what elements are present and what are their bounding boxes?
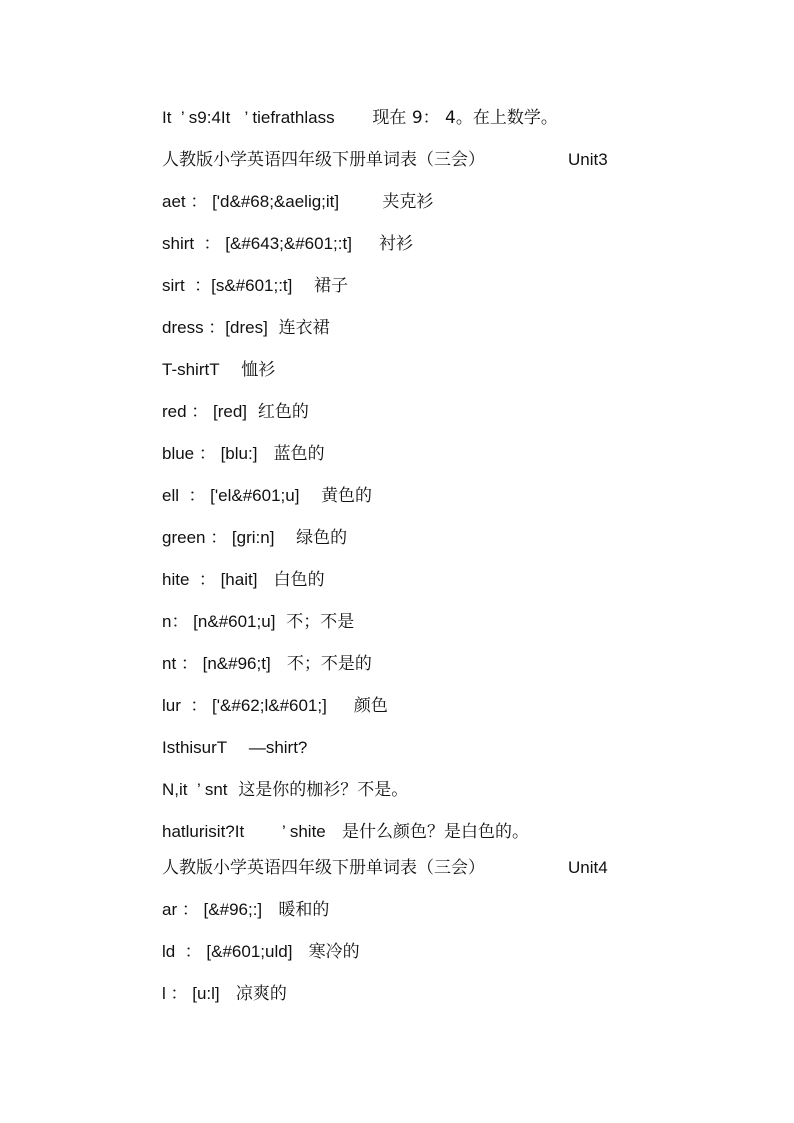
meaning: 凉爽的	[235, 984, 287, 1004]
meaning: 衬衫	[378, 234, 413, 254]
word-phonetic: hite ： [hait]	[162, 570, 258, 589]
word-phonetic: dress ：[dres]	[162, 318, 268, 337]
spacing	[257, 444, 273, 464]
unit-label: Unit3	[568, 150, 608, 169]
vocab-line	[162, 356, 762, 384]
meaning: 恤衫	[241, 360, 276, 380]
chinese-text: 这是你的枷衫？不是。	[238, 780, 409, 800]
word-phonetic: sirt ：[s&#601;:t]	[162, 276, 293, 295]
spacing	[275, 612, 286, 632]
section-heading	[162, 146, 762, 174]
vocab-line	[162, 314, 762, 342]
meaning: 裙子	[314, 276, 349, 296]
word-phonetic: nt ： [n&#96;t]	[162, 654, 271, 673]
meaning: 不；不是	[286, 612, 355, 632]
vocab-line	[162, 938, 762, 966]
spacing	[292, 942, 308, 962]
meaning: 不；不是的	[286, 654, 372, 674]
spacing	[257, 570, 273, 590]
english-text: hatlurisit?It ’ shite	[162, 822, 326, 841]
spacing	[326, 822, 342, 842]
spacing	[227, 738, 249, 758]
word-phonetic: shirt ： [&#643;&#601;:t]	[162, 234, 352, 253]
meaning: 白色的	[273, 570, 325, 590]
word-phonetic: green ： [gri:n]	[162, 528, 275, 547]
word-phonetic: blue ： [blu:]	[162, 444, 258, 463]
meaning: 红色的	[257, 402, 309, 422]
vocab-line	[162, 482, 762, 510]
spacing	[268, 318, 279, 338]
vocab-line	[162, 230, 762, 258]
word-phonetic: T-shirtT	[162, 360, 220, 379]
english-text: It ’ s9:4It ’ tiefrathlass	[162, 108, 335, 127]
spacing	[274, 528, 296, 548]
word-phonetic: ell ： ['el&#601;u]	[162, 486, 300, 505]
english-text: —shirt?	[248, 738, 308, 757]
spacing	[271, 654, 287, 674]
spacing	[228, 780, 239, 800]
word-phonetic: ld ： [&#601;uld]	[162, 942, 293, 961]
english-text: IsthisurT	[162, 738, 228, 757]
sentence-line	[162, 818, 762, 846]
sentence-line	[162, 734, 762, 762]
vocab-line	[162, 650, 762, 678]
vocab-line	[162, 608, 762, 636]
vocab-line	[162, 440, 762, 468]
spacing	[339, 192, 382, 212]
english-text: N,it ’ snt	[162, 780, 228, 799]
spacing	[220, 984, 236, 1004]
meaning: 蓝色的	[273, 444, 325, 464]
vocab-line	[162, 692, 762, 720]
word-phonetic: n： [n&#601;u]	[162, 612, 276, 631]
heading-text: 人教版小学英语四年级下册单词表（三会）	[162, 858, 485, 878]
spacing	[247, 402, 258, 422]
word-phonetic: red ： [red]	[162, 402, 248, 421]
spacing	[292, 276, 314, 296]
spacing	[299, 486, 321, 506]
word-phonetic: l ： [u:l]	[162, 984, 220, 1003]
vocab-line	[162, 188, 762, 216]
unit-label: Unit4	[568, 858, 608, 877]
sentence-line	[162, 776, 762, 804]
section-heading	[162, 854, 762, 882]
chinese-text: 是什么颜色？是白色的。	[342, 822, 529, 842]
spacing	[352, 234, 379, 254]
text-line	[162, 104, 762, 132]
chinese-text: 现在 9： 4。在上数学。	[372, 108, 558, 128]
vocab-line	[162, 398, 762, 426]
word-phonetic: ar ： [&#96;:]	[162, 900, 263, 919]
spacing	[220, 360, 242, 380]
word-phonetic: lur ： ['&#62;l&#601;]	[162, 696, 327, 715]
spacing	[327, 696, 354, 716]
vocab-line	[162, 272, 762, 300]
heading-text: 人教版小学英语四年级下册单词表（三会）	[162, 150, 485, 170]
meaning: 绿色的	[296, 528, 348, 548]
meaning: 连衣裙	[278, 318, 330, 338]
vocab-line	[162, 524, 762, 552]
word-phonetic: aet ： ['d&#68;&aelig;it]	[162, 192, 340, 211]
vocab-line	[162, 566, 762, 594]
meaning: 黄色的	[321, 486, 373, 506]
spacing	[335, 108, 373, 128]
meaning: 寒冷的	[308, 942, 360, 962]
vocab-line	[162, 980, 762, 1008]
meaning: 暖和的	[278, 900, 330, 920]
meaning: 颜色	[353, 696, 388, 716]
spacing	[262, 900, 278, 920]
vocab-line	[162, 896, 762, 924]
meaning: 夹克衫	[382, 192, 434, 212]
